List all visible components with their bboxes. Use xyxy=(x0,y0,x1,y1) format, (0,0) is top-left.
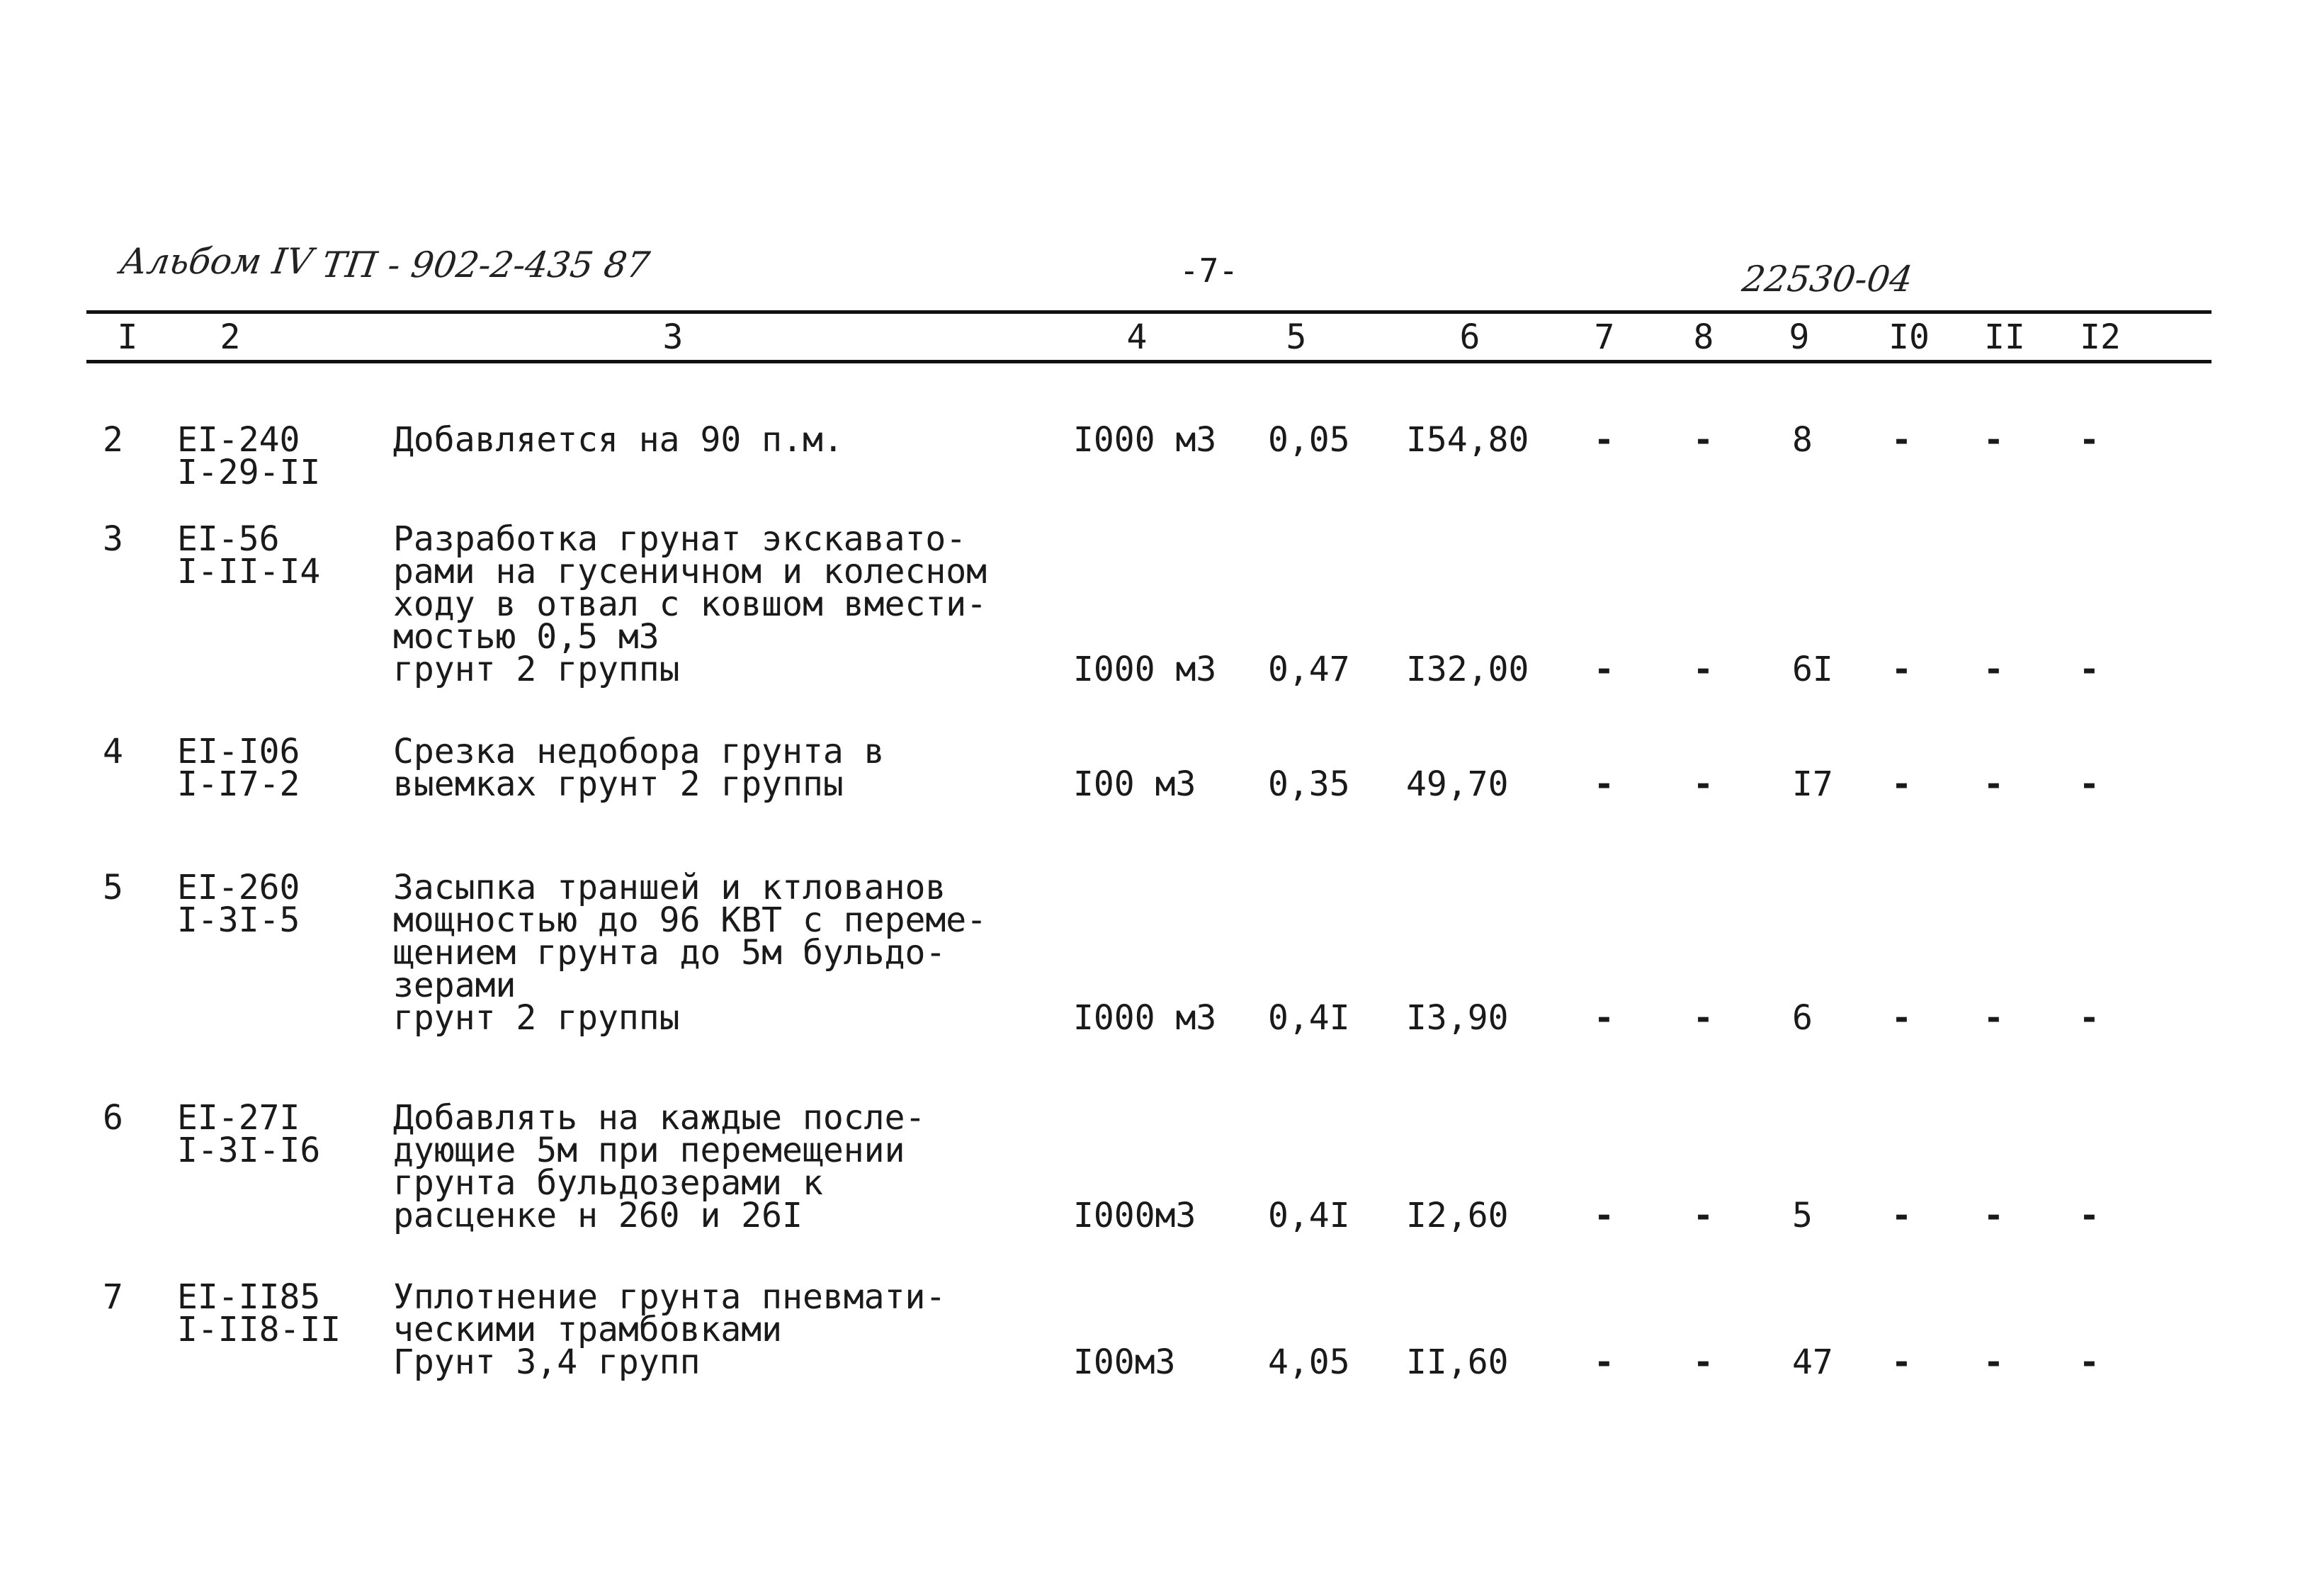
work-description-line: грунт 2 группы xyxy=(393,998,680,1038)
col-12-value: - xyxy=(2079,998,2100,1038)
price: I2,60 xyxy=(1406,1196,1509,1235)
col-8-value: - xyxy=(1693,1342,1714,1382)
work-description-line: рами на гусеничном и колесном xyxy=(393,552,987,592)
work-description-line: расценке н 260 и 26I xyxy=(393,1196,803,1235)
col-8-value: - xyxy=(1693,1196,1714,1235)
page-number: -7- xyxy=(1179,251,1239,290)
rate-code: I-I7-2 xyxy=(177,764,300,804)
rate-code: EI-27I xyxy=(177,1098,300,1138)
row-number: 6 xyxy=(103,1098,123,1138)
price: I32,00 xyxy=(1406,650,1529,689)
col-7-value: - xyxy=(1594,420,1614,460)
work-description-line: мостью 0,5 м3 xyxy=(393,617,659,657)
unit: I00 м3 xyxy=(1073,764,1196,804)
col-8-value: - xyxy=(1693,650,1714,689)
column-header: 7 xyxy=(1594,317,1615,357)
col-9-value: 8 xyxy=(1792,420,1813,460)
row-number: 4 xyxy=(103,732,123,771)
column-header: 4 xyxy=(1126,317,1148,357)
quantity: 0,47 xyxy=(1268,650,1350,689)
row-number: 7 xyxy=(103,1277,123,1317)
col-12-value: - xyxy=(2079,420,2100,460)
rate-code: I-29-II xyxy=(177,453,321,492)
work-description-line: дующие 5м при перемещении xyxy=(393,1131,905,1170)
column-header: I2 xyxy=(2080,317,2121,357)
project-code: ТП - 902-2-435 87 xyxy=(319,244,652,285)
col-9-value: 6I xyxy=(1792,650,1833,689)
table-header-rule xyxy=(86,360,2211,363)
document-code: 22530-04 xyxy=(1739,259,1915,300)
col-7-value: - xyxy=(1594,1342,1614,1382)
col-10-value: - xyxy=(1891,998,1912,1038)
col-11-value: - xyxy=(1983,1196,2004,1235)
col-9-value: 47 xyxy=(1792,1342,1833,1382)
col-10-value: - xyxy=(1891,764,1912,804)
col-11-value: - xyxy=(1983,1342,2004,1382)
col-11-value: - xyxy=(1983,764,2004,804)
col-12-value: - xyxy=(2079,1196,2100,1235)
col-7-value: - xyxy=(1594,998,1614,1038)
unit: I000 м3 xyxy=(1073,420,1217,460)
table-top-rule xyxy=(86,310,2211,314)
row-number: 5 xyxy=(103,868,123,907)
work-description-line: Разработка грунат экскавато- xyxy=(393,519,967,559)
col-9-value: 5 xyxy=(1792,1196,1813,1235)
quantity: 0,4I xyxy=(1268,1196,1350,1235)
col-10-value: - xyxy=(1891,650,1912,689)
quantity: 0,4I xyxy=(1268,998,1350,1038)
work-description-line: щением грунта до 5м бульдо- xyxy=(393,933,946,973)
rate-code: EI-240 xyxy=(177,420,300,460)
work-description-line: Срезка недобора грунта в xyxy=(393,732,885,771)
unit: I000 м3 xyxy=(1073,998,1217,1038)
rate-code: I-II8-II xyxy=(177,1310,341,1349)
col-12-value: - xyxy=(2079,1342,2100,1382)
rate-code: EI-260 xyxy=(177,868,300,907)
column-header: I0 xyxy=(1888,317,1930,357)
column-header: 5 xyxy=(1286,317,1307,357)
rate-code: EI-II85 xyxy=(177,1277,321,1317)
unit: I000м3 xyxy=(1073,1196,1196,1235)
col-8-value: - xyxy=(1693,998,1714,1038)
price: I54,80 xyxy=(1406,420,1529,460)
quantity: 4,05 xyxy=(1268,1342,1350,1382)
col-7-value: - xyxy=(1594,650,1614,689)
column-header: 3 xyxy=(662,317,684,357)
col-12-value: - xyxy=(2079,650,2100,689)
row-number: 2 xyxy=(103,420,123,460)
quantity: 0,05 xyxy=(1268,420,1350,460)
price: I3,90 xyxy=(1406,998,1509,1038)
unit: I00м3 xyxy=(1073,1342,1176,1382)
work-description-line: зерами xyxy=(393,966,516,1005)
col-8-value: - xyxy=(1693,420,1714,460)
work-description-line: грунта бульдозерами к xyxy=(393,1163,823,1203)
work-description-line: Грунт 3,4 групп xyxy=(393,1342,701,1382)
column-header: 8 xyxy=(1693,317,1714,357)
col-11-value: - xyxy=(1983,650,2004,689)
work-description-line: Засыпка траншей и ктлованов xyxy=(393,868,946,907)
work-description-line: грунт 2 группы xyxy=(393,650,680,689)
work-description-line: Уплотнение грунта пневмати- xyxy=(393,1277,946,1317)
rate-code: EI-I06 xyxy=(177,732,300,771)
col-11-value: - xyxy=(1983,998,2004,1038)
column-header: 6 xyxy=(1459,317,1480,357)
col-10-value: - xyxy=(1891,420,1912,460)
col-10-value: - xyxy=(1891,1342,1912,1382)
col-7-value: - xyxy=(1594,1196,1614,1235)
work-description-line: мощностью до 96 КВТ с переме- xyxy=(393,900,987,940)
work-description-line: Добавлять на каждые после- xyxy=(393,1098,926,1138)
col-9-value: I7 xyxy=(1792,764,1833,804)
rate-code: EI-56 xyxy=(177,519,280,559)
price: 49,70 xyxy=(1406,764,1509,804)
album-label: Альбом IV xyxy=(117,241,315,282)
column-header: I xyxy=(117,317,138,357)
rate-code: I-3I-5 xyxy=(177,900,300,940)
unit: I000 м3 xyxy=(1073,650,1217,689)
quantity: 0,35 xyxy=(1268,764,1350,804)
work-description-line: ческими трамбовками xyxy=(393,1310,783,1349)
col-9-value: 6 xyxy=(1792,998,1813,1038)
rate-code: I-3I-I6 xyxy=(177,1131,321,1170)
work-description-line: выемках грунт 2 группы xyxy=(393,764,844,804)
price: II,60 xyxy=(1406,1342,1509,1382)
column-header: 2 xyxy=(220,317,241,357)
col-8-value: - xyxy=(1693,764,1714,804)
work-description-line: ходу в отвал с ковшом вмести- xyxy=(393,584,987,624)
row-number: 3 xyxy=(103,519,123,559)
column-header: 9 xyxy=(1789,317,1810,357)
col-11-value: - xyxy=(1983,420,2004,460)
rate-code: I-II-I4 xyxy=(177,552,321,592)
col-7-value: - xyxy=(1594,764,1614,804)
col-12-value: - xyxy=(2079,764,2100,804)
work-description-line: Добавляется на 90 п.м. xyxy=(393,420,844,460)
col-10-value: - xyxy=(1891,1196,1912,1235)
column-header: II xyxy=(1984,317,2025,357)
